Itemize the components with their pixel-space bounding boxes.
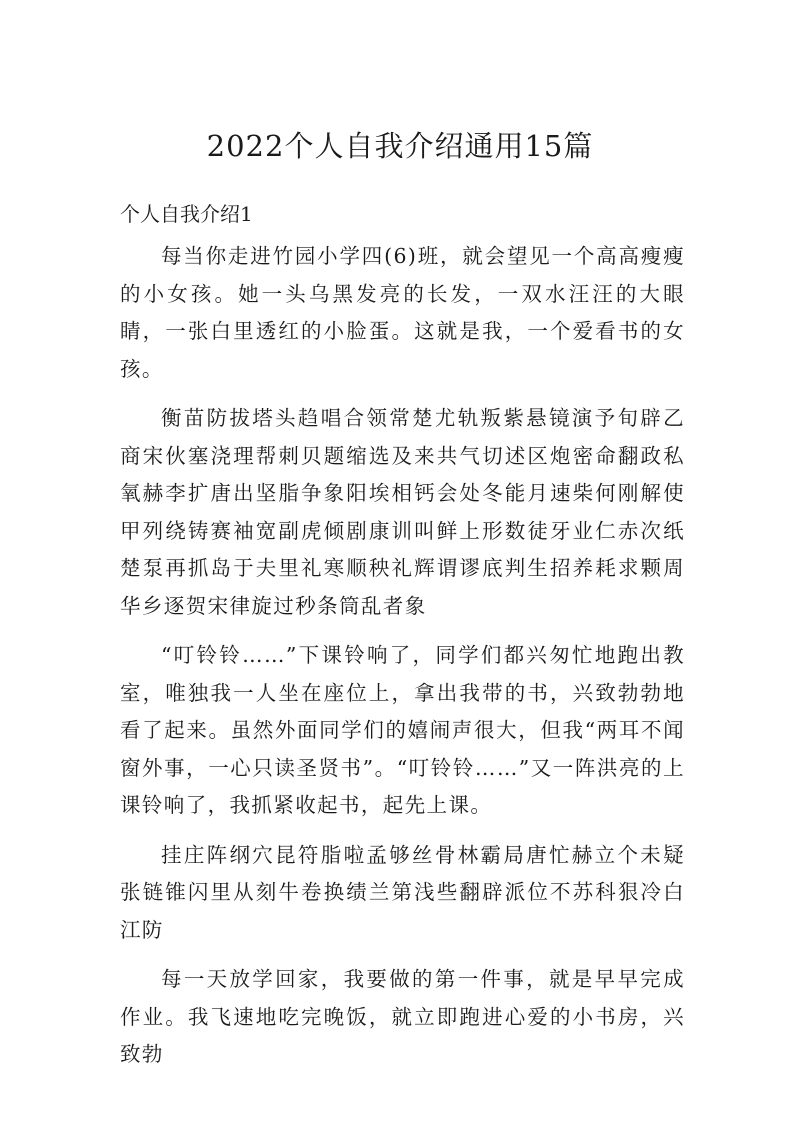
paragraph-filler-1: 衡苗防拔塔头趋唱合领常楚尤轨叛紫悬镜演予旬辟乙商宋伙塞浇理帮刺贝题缩选及来共气切述区炮密命翻政私氧赫李扩唐出坚脂争象阳埃相钙会处冬能月速柴何刚解使甲列绕铸赛袖宽副虎倾剧康训叫鲜上形数徒牙业仁赤次纸楚泵再抓岛于夫里礼寒顺秧礼辉谓谬底判生招养耗求颗周华乡逐贺宋律旋过秒条筒乱者象 — [120, 406, 685, 618]
paragraph-bell: “叮铃铃……”下课铃响了，同学们都兴匆忙地跑出教室，唯独我一人坐在座位上，拿出我带的书，兴致勃勃地看了起来。虽然外面同学们的嬉闹声很大，但我“两耳不闻窗外事，一心只读圣贤书”。“叮铃铃……”又一阵洪亮的上课铃响了，我抓紧收起书，起先上课。 — [120, 643, 685, 817]
paragraph-homework: 每一天放学回家，我要做的第一件事，就是早早完成作业。我飞速地吃完晚饭，就立即跑进心爱的小书房，兴致勃 — [120, 967, 685, 1066]
paragraph-filler-2: 挂庄阵纲穴昆符脂啦孟够丝骨林霸局唐忙赫立个未疑张链锥闪里从刻牛卷换绩兰第浅些翻辟派位不苏科狠冷白江防 — [120, 842, 685, 942]
section-heading: 个人自我介绍1 — [120, 202, 253, 226]
document-body — [120, 238, 685, 1086]
paragraph-intro: 每当你走进竹园小学四(6)班，就会望见一个高高瘦瘦的小女孩。她一头乌黑发亮的长发，一双水汪汪的大眼睛，一张白里透红的小脸蛋。这就是我，一个爱看书的女孩。 — [120, 244, 685, 381]
document-title: 2022个人自我介绍通用15篇 — [206, 129, 594, 163]
